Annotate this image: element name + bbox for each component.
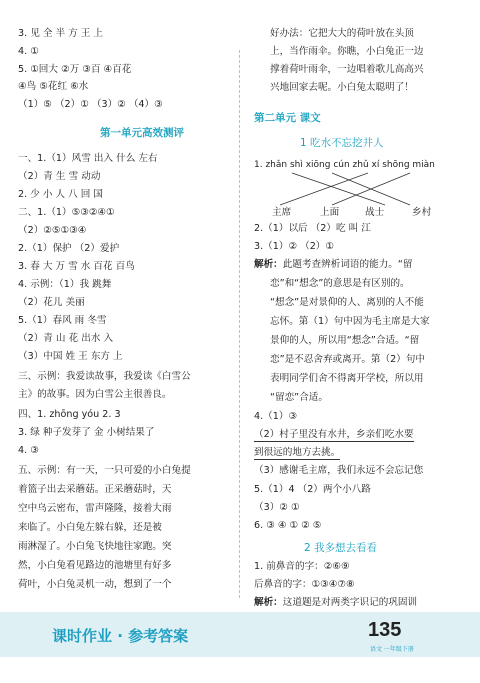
- match-word: 战士: [365, 207, 385, 218]
- answer-line: 空中乌云密布，雷声隆隆，接着大雨: [18, 503, 172, 514]
- analysis-text: 忘怀。第（1）句中因为毛主席是大家: [270, 316, 430, 327]
- answer-line: （2）②⑤①③④: [18, 225, 87, 236]
- answer-line: 5.（1）春风 雨 冬雪: [18, 315, 107, 326]
- analysis-block: [254, 258, 412, 271]
- answer-line: 雨淋湿了。小白兔飞快地往家跑。突: [18, 541, 172, 552]
- match-word: 乡村: [412, 207, 432, 218]
- section-title: 第一单元高效测评: [100, 127, 184, 139]
- answer-line: 主》的故事。因为白雪公主很善良。: [18, 389, 172, 400]
- answer-line: 后鼻音的字：①③④⑦⑧: [254, 579, 355, 590]
- footer-title: 课时作业 · 参考答案: [52, 627, 189, 645]
- answer-text: 到很远的地方去挑。: [254, 447, 341, 458]
- match-word: 上面: [320, 207, 340, 218]
- answer-line: 二、1.（1）⑤③②④①: [18, 207, 115, 218]
- analysis-text: “想念”是对景仰的人、离别的人不能: [270, 297, 424, 308]
- analysis-label: 解析：: [254, 597, 283, 608]
- analysis-text: 此题考查辨析词语的能力。“留: [282, 259, 413, 270]
- answer-line: 3. 绿 种子发芽了 金 小树结果了: [18, 427, 155, 438]
- answer-line: 上，当作雨伞。你瞧，小白兔正一边: [270, 46, 424, 57]
- analysis-text: “留恋”合适。: [270, 392, 328, 403]
- answer-line: 一、1.（1）风雪 出入 什么 左右: [18, 153, 158, 164]
- answer-line: [254, 428, 414, 441]
- answer-line: （3）中国 姓 王 东方 上: [18, 351, 123, 362]
- answer-line: 3. 见 全 半 方 王 上: [18, 28, 104, 39]
- matching-lines: [240, 0, 480, 220]
- answer-line: [254, 446, 340, 459]
- lesson-title: 2 我多想去看看: [304, 542, 378, 554]
- answer-line: 三、示例：我爱读故事，我爱读《白雪公: [18, 371, 191, 382]
- answer-line: 荷叶，小白兔灵机一动，想到了一个: [18, 579, 172, 590]
- unit-title: 第二单元 课文: [254, 112, 321, 124]
- match-line: [280, 173, 368, 205]
- answer-line: 4. ①: [18, 46, 39, 57]
- analysis-block: [254, 596, 417, 609]
- answer-line: 4. 示例：（1）我 跳舞: [18, 279, 112, 290]
- answer-line: （2）花儿 美丽: [18, 297, 85, 308]
- analysis-text: 恋”是不忍舍弃或离开。第（2）句中: [270, 354, 425, 365]
- answer-line: 3. 春 大 万 雪 水 百花 百鸟: [18, 261, 135, 272]
- answer-line: 2.（1）以后 （2）吃 叫 江: [254, 223, 371, 234]
- footer-subtitle: 语文 一年级下册: [370, 646, 414, 653]
- lesson-title: 1 吃水不忘挖井人: [300, 137, 384, 149]
- answer-line: 2.（1）保护 （2）爱护: [18, 243, 120, 254]
- answer-line: 4. ③: [18, 445, 39, 456]
- answer-line: （1）⑤ （2）① （3）② （4）③: [18, 99, 163, 110]
- answer-line: 5.（1）4 （2）两个小八路: [254, 484, 371, 495]
- answer-line: 1. 前鼻音的字：②⑥⑨: [254, 561, 350, 572]
- answer-line: 四、1. zhōng yóu 2. 3: [18, 409, 121, 420]
- answer-text: （2）村子里没有水井，乡亲们吃水要: [254, 429, 414, 440]
- answer-line: 来临了。小白兔左躲右躲，还是被: [18, 522, 162, 533]
- answer-line: 五、示例：有一天，一只可爱的小白兔提: [18, 465, 191, 476]
- analysis-text: 这道题是对两类字识记的巩固训: [282, 597, 418, 608]
- analysis-text: 景仰的人，所以用“想念”合适。“留: [270, 335, 420, 346]
- answer-line: 4.（1）③: [254, 411, 298, 422]
- pinyin-line: 1. zhǎn shì xiōng cún zhǔ xí shōng miàn: [254, 160, 435, 170]
- answer-line: 兴地回家去呢。小白兔太聪明了！: [270, 82, 414, 93]
- analysis-text: 恋”和“想念”的意思是有区别的。: [270, 278, 410, 289]
- answer-line: 6. ③ ④ ① ② ⑤: [254, 520, 322, 531]
- answer-line: 着篮子出去采蘑菇。正采蘑菇时，天: [18, 484, 172, 495]
- analysis-label: 解析：: [254, 259, 283, 270]
- answer-line: 3.（1）② （2）①: [254, 241, 334, 252]
- answer-line: 5. ①回大 ②万 ③百 ④百花: [18, 64, 132, 75]
- page-number: 135: [368, 619, 402, 641]
- answer-line: 然，小白兔看见路边的池塘里有好多: [18, 560, 172, 571]
- answer-line: （3）② ①: [254, 502, 300, 513]
- answer-line: （2）青 生 雪 动动: [18, 171, 101, 182]
- answer-line: 好办法：它把大大的荷叶放在头顶: [270, 28, 414, 39]
- answer-line: 撑着荷叶雨伞，一边唱着歌儿高高兴: [270, 64, 424, 75]
- page-footer: [0, 612, 480, 657]
- answer-line: （2）青 山 花 出水 入: [18, 333, 114, 344]
- answer-line: 2. 少 小 人 八 回 国: [18, 189, 104, 200]
- answer-line: ④鸟 ⑤花红 ⑥水: [18, 81, 89, 92]
- analysis-text: 表明同学们舍不得离开学校，所以用: [270, 373, 424, 384]
- match-word: 主席: [272, 207, 292, 218]
- answer-line: （3）感谢毛主席，我们永远不会忘记您: [254, 465, 424, 476]
